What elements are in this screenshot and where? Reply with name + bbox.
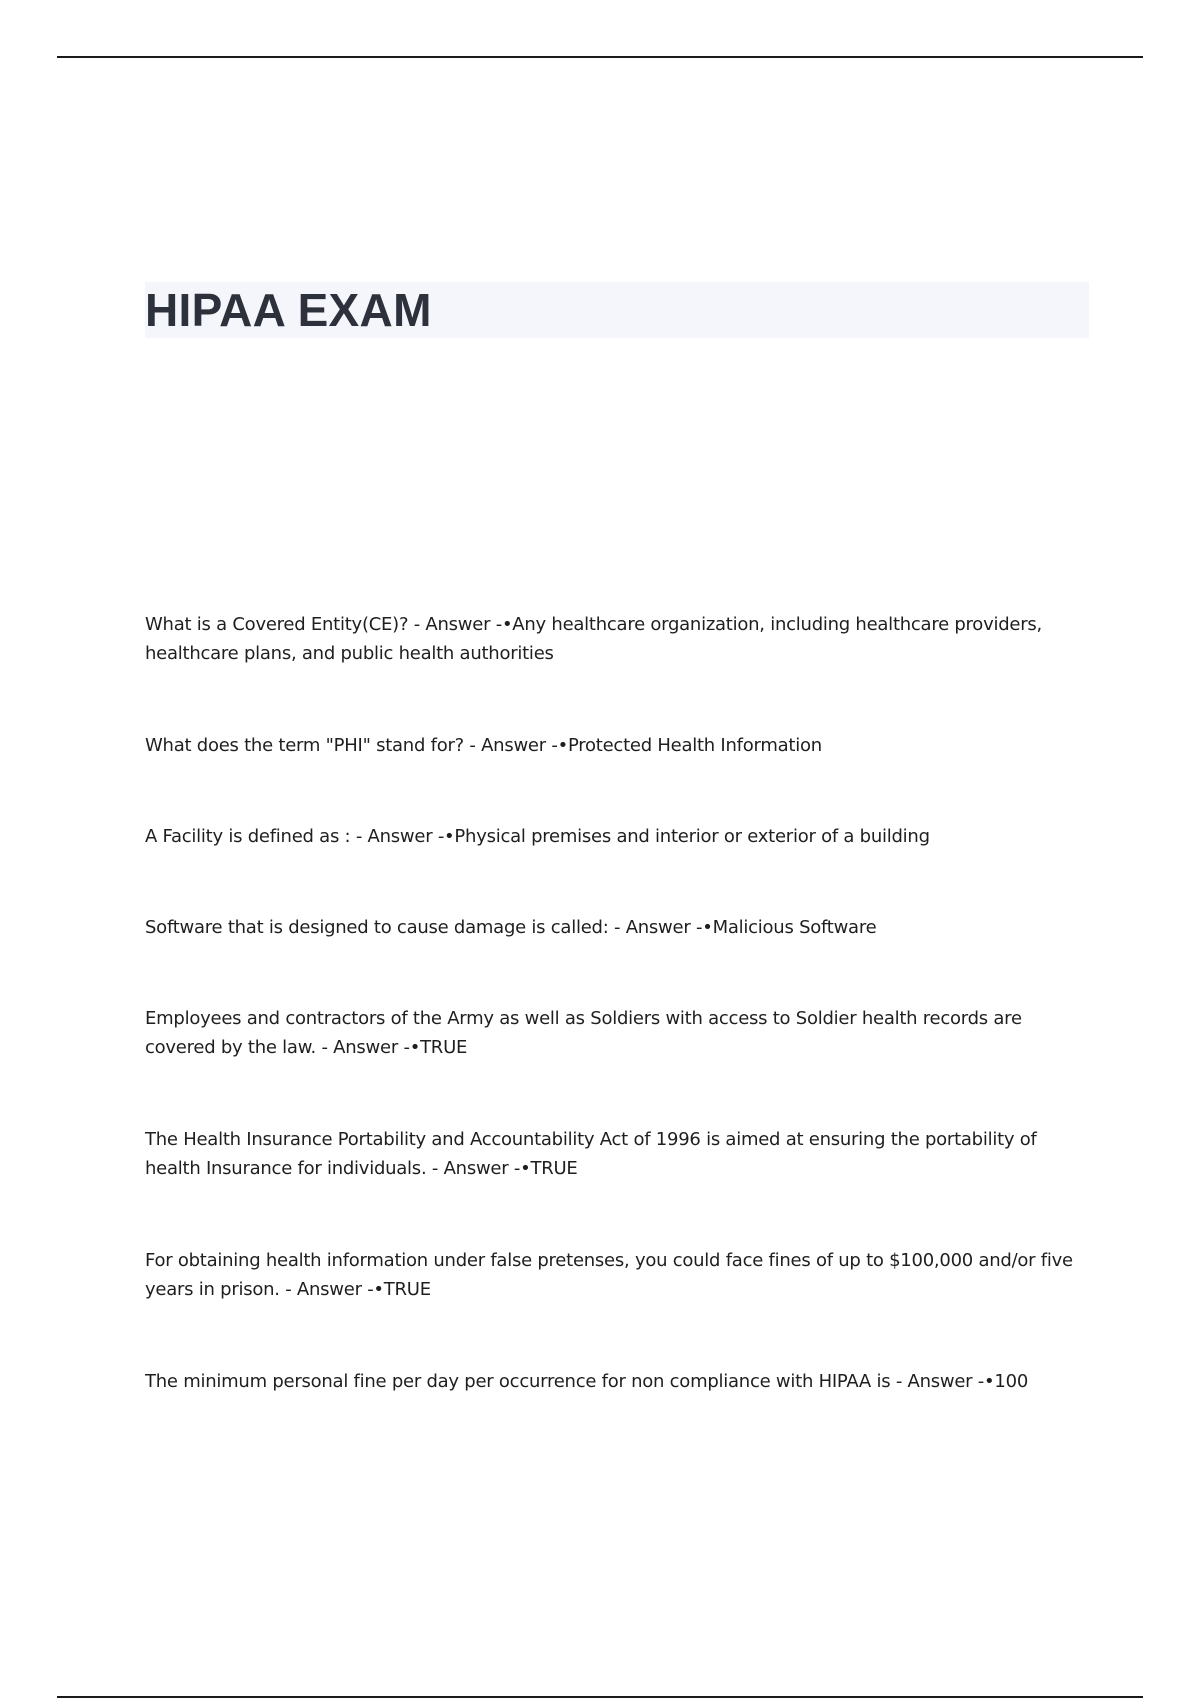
- footer-rule: [57, 1696, 1143, 1698]
- qa-item: The Health Insurance Portability and Accountability Act of 1996 is aimed at ensuring the portability of health Insurance for individuals. - Answer -•TRUE: [145, 1129, 1037, 1179]
- qa-item: What does the term "PHI" stand for? - Answer -•Protected Health Information: [145, 735, 822, 756]
- qa-item: What is a Covered Entity(CE)? - Answer -•Any healthcare organization, including healthcare providers, healthcare plans, and public health authorities: [145, 614, 1042, 664]
- qa-list: [145, 610, 1085, 1458]
- qa-item: For obtaining health information under false pretenses, you could face fines of up to $100,000 and/or five years in prison. - Answer -•TRUE: [145, 1250, 1073, 1300]
- header-rule: [57, 56, 1143, 58]
- qa-item: The minimum personal fine per day per occurrence for non compliance with HIPAA is - Answer -•100: [145, 1371, 1029, 1392]
- page-title: HIPAA EXAM: [145, 284, 432, 336]
- title-band: [145, 282, 1089, 338]
- qa-item: A Facility is defined as : - Answer -•Physical premises and interior or exterior of a building: [145, 826, 930, 847]
- qa-item: Employees and contractors of the Army as well as Soldiers with access to Soldier health records are covered by the law. - Answer -•TRUE: [145, 1008, 1022, 1058]
- qa-item: Software that is designed to cause damage is called: - Answer -•Malicious Software: [145, 917, 877, 938]
